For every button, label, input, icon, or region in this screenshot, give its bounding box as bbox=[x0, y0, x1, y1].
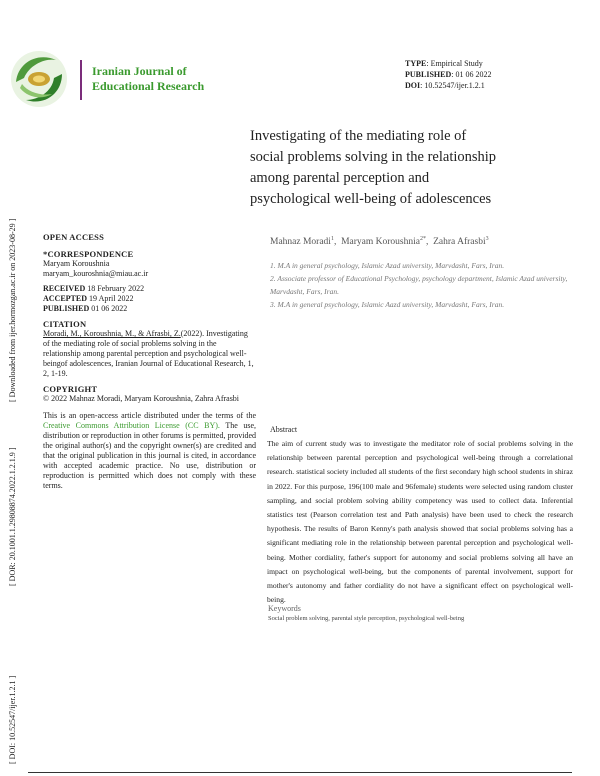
article-title: Investigating of the mediating role of social problems solving in the relationship among parental perception and psychological well-being of adolescences bbox=[250, 128, 497, 207]
affiliation: 3. M.A in general psychology, Islamic Aazd university, Marvdasht, Fars, Iran. bbox=[270, 300, 505, 309]
license-link[interactable]: Creative Commons Attribution License (CC BY). bbox=[43, 421, 220, 430]
citation-text bbox=[43, 329, 256, 379]
correspondence-email[interactable]: maryam_kouroshnia@miau.ac.ir bbox=[43, 269, 149, 278]
affiliation: 1. M.A in general psychology, Islamic Azad university, Marvdasht, Fars, Iran. bbox=[270, 261, 505, 270]
journal-name-line2: Educational Research bbox=[92, 79, 205, 93]
received-label: RECEIVED bbox=[43, 284, 86, 293]
correspondence-heading: *CORRESPONDENCE bbox=[43, 249, 134, 259]
author-sup: 3 bbox=[485, 236, 489, 242]
journal-name-line1: Iranian Journal of bbox=[92, 64, 187, 78]
left-info-column bbox=[43, 232, 256, 491]
type-value: : Empirical Study bbox=[426, 59, 483, 68]
sidebar-doi: [ DOI: 10.52547/ijer.1.2.1 ] bbox=[8, 675, 17, 764]
copyright-text: © 2022 Mahnaz Moradi, Maryam Koroushnia, Zahra Afrasbi bbox=[43, 394, 240, 403]
keywords-heading: Keywords bbox=[268, 604, 301, 613]
correspondence-name: Maryam Koroushnia bbox=[43, 259, 110, 268]
sidebar-dor: [ DOR: 20.1001.1.29808874.2022.1.2.1.9 ] bbox=[8, 447, 17, 586]
copyright-heading: COPYRIGHT bbox=[43, 384, 98, 394]
citation-rest: (2022). Investigating of the mediating role of social problems solving in the relationship among parental perception and psychological well-beingof adolescences, Iranian Journal of Educational Research, 1, 2, 1-19. bbox=[43, 329, 254, 378]
sidebar-downloaded: [ Downloaded from ijer.hormozgan.ac.ir on 2023-08-29 ] bbox=[8, 218, 17, 402]
keywords-text: Social problem solving, parental style perception, psychological well-being bbox=[268, 615, 465, 622]
citation-authors-link[interactable]: Moradi, M., Koroushnia, M., & Afrasbi, Z. bbox=[43, 329, 181, 338]
article-meta bbox=[405, 58, 491, 91]
published-label: PUBLISHED bbox=[405, 70, 452, 79]
journal-logo-icon bbox=[8, 48, 70, 110]
footer-divider bbox=[28, 772, 572, 773]
abstract-heading: Abstract bbox=[270, 425, 298, 434]
published-label-left: PUBLISHED bbox=[43, 304, 90, 313]
affiliations bbox=[270, 259, 570, 311]
author-sup: 2* bbox=[419, 236, 426, 242]
published-value: : 01 06 2022 bbox=[451, 70, 492, 79]
affiliation: 2. Associate professor of Educational Psychology, psychology department, Islamic Azad university, Marvdasht, Fars, Iran. bbox=[270, 274, 568, 296]
accepted-value: 19 April 2022 bbox=[89, 294, 134, 303]
type-label: TYPE bbox=[405, 59, 427, 68]
published-value-left: 01 06 2022 bbox=[91, 304, 128, 313]
citation-heading: CITATION bbox=[43, 319, 87, 329]
author-sup: 1 bbox=[330, 236, 334, 242]
license-pre: This is an open-access article distributed under the terms of the bbox=[43, 411, 256, 420]
author-name: Mahnaz Moradi bbox=[270, 237, 331, 248]
doi-value: : 10.52547/ijer.1.2.1 bbox=[420, 81, 485, 90]
author-list: Mahnaz Moradi$^1$, Maryam Koroushnia$^{2*}$, Zahra Afrasbi$^3$ bbox=[270, 236, 489, 248]
license-post: The use, distribution or reproduction in other forums is permitted, provided the original author(s) and the copyright owner(s) are credited and that the original publication in this journal is cited, in accordance with accepted academic practice. No use, distribution or reproduction is permitted which does not comply with these terms. bbox=[43, 421, 256, 490]
author-name: Zahra Afrasbi bbox=[433, 237, 486, 248]
journal-name bbox=[92, 64, 232, 94]
open-access-heading: OPEN ACCESS bbox=[43, 232, 105, 242]
received-value: 18 February 2022 bbox=[87, 284, 145, 293]
logo-divider bbox=[80, 60, 82, 100]
accepted-label: ACCEPTED bbox=[43, 294, 88, 303]
doi-label: DOI bbox=[405, 81, 421, 90]
author-name: Maryam Koroushnia bbox=[341, 237, 420, 248]
abstract-text: The aim of current study was to investigate the meditator role of social problems solving in the relationship between parental perception and psychological well-being through a correlational research. statistical society included all students of the first secondary high school students in shiraz in 2022. For this purpose, 196(100 male and 96female) students were selected using random cluster sampling, and social problem solving ability competency was used to collect data. Inferential statistics test (Pearson correlation test and Path analysis) have been used to check the research hypothesis. The results of Baron Kenny's path analysis showed that social problems solving has a significant mediating role in the relationship between parental perception and psychological well-being. Mother cordiality, father's support for autonomy and social problems solving all have an impact on psychological well-being, but the components of parental involvement, support for mother's autonomy and father cordiality do not have a significant effect on psychological well-being. bbox=[267, 439, 573, 605]
license-text bbox=[43, 411, 256, 491]
